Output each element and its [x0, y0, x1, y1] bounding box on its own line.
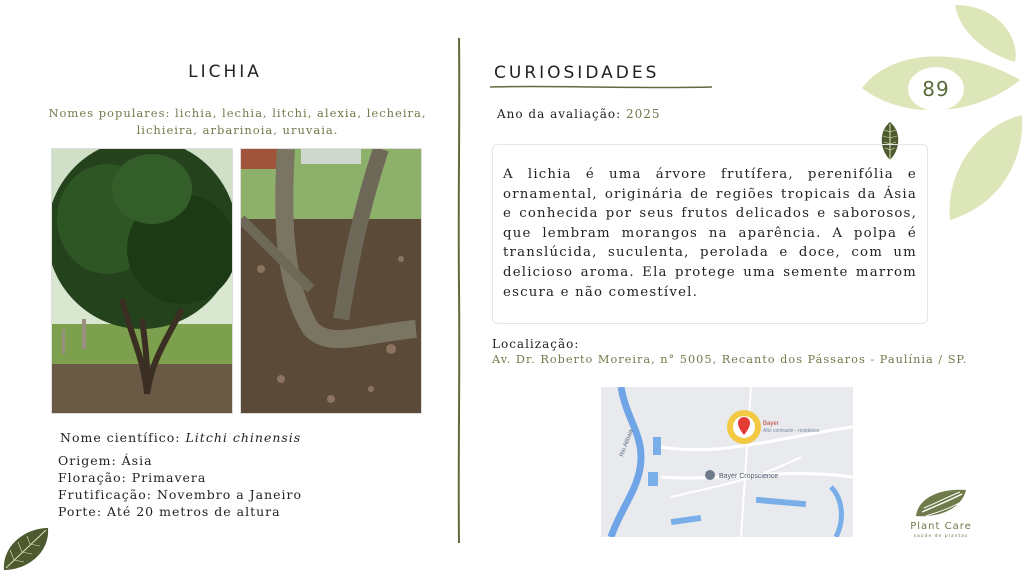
location-label: Localização: [492, 337, 580, 351]
map-pin-label: Bayer [763, 421, 779, 427]
fact-fruiting: Frutificação: Novembro a Janeiro [58, 487, 303, 502]
evaluation-year-label: Ano da avaliação: [497, 107, 626, 121]
map-road-label: Rio Atibaia [619, 428, 635, 458]
title-underline [490, 84, 712, 90]
description-box [492, 144, 928, 324]
map-poi-icon [705, 470, 715, 480]
popular-names-line2: lichieira, arbarinoia, uruvaia. [136, 123, 339, 137]
tree-photo-trunk [240, 148, 422, 414]
leaf-icon-bottom [0, 526, 52, 572]
scientific-name-value: Litchi chinensis [185, 430, 302, 445]
brand-tagline: saúde de plantas [913, 534, 969, 539]
scientific-label: Nome científico: [60, 430, 186, 445]
scientific-name [60, 430, 301, 445]
curiosities-title: CURIOSIDADES [494, 63, 660, 83]
map-pin-sublabel: Alto contraste - residence [763, 428, 820, 434]
popular-names [40, 105, 435, 139]
evaluation-year-value: 2025 [625, 107, 661, 121]
evaluation-year [497, 107, 661, 121]
map-poi-label: Bayer Cropscience [719, 473, 779, 480]
page-number: 89 [908, 67, 964, 111]
plant-facts [58, 452, 302, 520]
plant-title: LICHIA [188, 62, 262, 82]
plant-care-logo [912, 486, 970, 520]
description-text: A lichia é uma árvore frutífera, perenifólia e ornamental, originária de regiões tropicais da Ásia e conhecida por seus frutos delicados e saborosos, que lembram morangos na aparência. A polpa é translúcida, suculenta, perolada e doce, com um delicioso aroma. Ela protege uma semente marrom escura e não comestível. [503, 167, 917, 300]
popular-names-line1: Nomes populares: lichia, lechia, litchi, alexia, lecheira, [48, 106, 427, 120]
column-divider [456, 38, 462, 543]
fact-flowering: Floração: Primavera [58, 470, 207, 485]
location-map[interactable] [601, 387, 853, 537]
location-address: Av. Dr. Roberto Moreira, n° 5005, Recanto dos Pássaros - Paulínia / SP. [492, 353, 968, 366]
fact-origin: Origem: Ásia [58, 453, 153, 468]
brand-name: Plant Care [910, 521, 972, 532]
tree-photo-full [51, 148, 233, 414]
fact-size: Porte: Até 20 metros de altura [58, 504, 281, 519]
